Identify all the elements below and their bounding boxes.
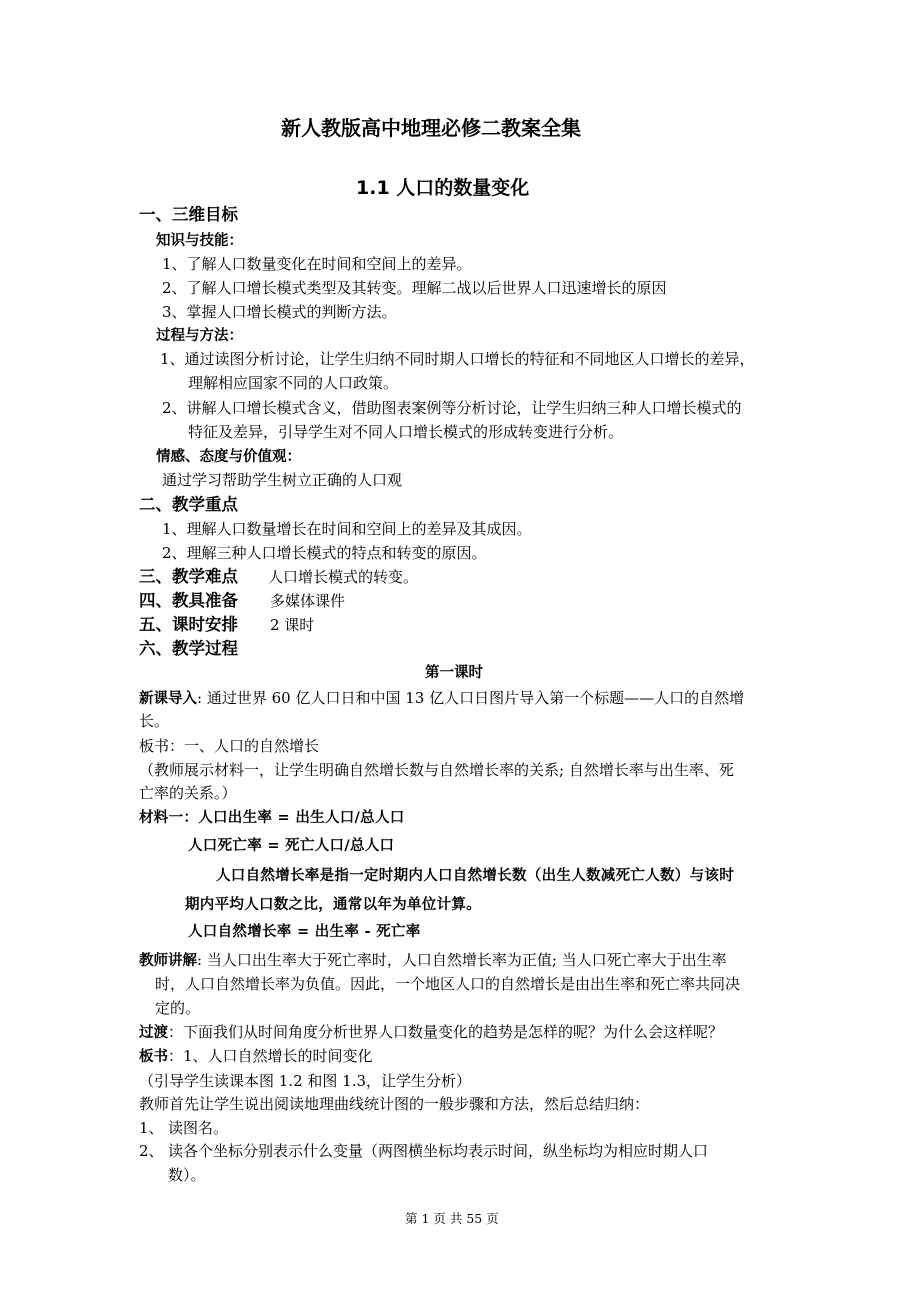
document-title: 新人教版高中地理必修二教案全集 [281,116,581,140]
section-heading-process: 六、教学过程 [139,639,238,658]
material-line: 材料一：人口出生率 = 出生人口/总人口 [139,810,405,826]
emotion-label: 情感、态度与价值观： [156,449,301,465]
step-number: 2、 [139,1142,164,1160]
materials-value: 多媒体课件 [270,592,346,610]
material-formula: 人口自然增长率 = 出生率 - 死亡率 [188,924,421,940]
list-item-continuation: 理解相应国家不同的人口政策。 [188,374,399,392]
period-heading: 第一课时 [425,665,483,681]
intro-label: 新课导入 [139,691,197,707]
material-line-continuation: 期内平均人口数之比，通常以年为单位计算。 [185,897,481,913]
step-text: 读各个坐标分别表示什么变量（两图横坐标均表示时间，纵坐标均为相应时期人口 [168,1142,709,1160]
list-item: 2、讲解人口增长模式含义，借助图表案例等分析讨论，让学生归纳三种人口增长模式的 [162,399,742,417]
teacher-note-continuation: 亡率的关系。） [139,784,237,802]
knowledge-label: 知识与技能： [156,233,243,249]
step-text: 读图名。 [168,1119,229,1137]
intro-line [139,688,744,709]
section-heading-materials: 四、教具准备 [139,591,238,610]
list-item: 1、了解人口数量变化在时间和空间上的差异。 [162,255,472,273]
board-line: 板书：一、人口的自然增长 [139,737,320,755]
list-item: 3、掌握人口增长模式的判断方法。 [162,303,397,321]
transition-label: 过渡 [139,1025,168,1041]
schedule-value: 2 课时 [270,616,315,634]
board-text: ：1、人口自然增长的时间变化 [168,1047,373,1065]
intro-continuation: 长。 [139,712,170,730]
lecture-text: : 当人口出生率大于死亡率时，人口自然增长率为正值; 当人口死亡率大于出生率 [197,951,727,969]
section-heading-key-points: 二、教学重点 [139,495,238,514]
material-line: 人口死亡率 = 死亡人口/总人口 [188,838,395,854]
page-footer: 第 1 页 共 55 页 [405,1211,499,1226]
list-item: 2、了解人口增长模式类型及其转变。理解二战以后世界人口迅速增长的原因 [162,279,667,297]
lecture-continuation: 时，人口自然增长率为负值。因此，一个地区人口的自然增长是由出生率和死亡率共同决 [155,975,741,993]
section-heading-schedule: 五、课时安排 [139,615,238,634]
teacher-note: （引导学生读课本图 1.2 和图 1.3，让学生分析） [139,1072,472,1090]
teacher-note: （教师展示材料一，让学生明确自然增长数与自然增长率的关系; 自然增长率与出生率、死 [139,761,734,779]
step-text-continuation: 数）。 [168,1166,206,1184]
teacher-instruction: 教师首先让学生说出阅读地理曲线统计图的一般步骤和方法，然后总结归纳： [139,1095,650,1113]
difficulty-value: 人口增长模式的转变。 [268,568,419,586]
list-item-continuation: 特征及差异，引导学生对不同人口增长模式的形成转变进行分析。 [188,423,624,441]
material-line: 人口自然增长率是指一定时期内人口自然增长数（出生人数减死亡人数）与该时 [216,868,734,884]
section-heading-difficulty: 三、教学难点 [139,567,238,586]
list-item: 1、通过读图分析讨论，让学生归纳不同时期人口增长的特征和不同地区人口增长的差异， [160,350,755,368]
intro-text: : 通过世界 60 亿人口日和中国 13 亿人口日图片导入第一个标题——人口的自然增 [197,689,745,707]
transition-text: ：下面我们从时间角度分析世界人口数量变化的趋势是怎样的呢？为什么会这样呢？ [168,1023,724,1041]
list-item: 2、理解三种人口增长模式的特点和转变的原因。 [162,544,487,562]
emotion-text: 通过学习帮助学生树立正确的人口观 [162,471,403,489]
lesson-title: 1.1 人口的数量变化 [356,177,530,199]
section-heading-objectives: 一、三维目标 [139,205,238,224]
process-label: 过程与方法： [156,328,243,344]
transition-line [139,1022,723,1043]
lecture-label: 教师讲解 [139,953,197,969]
board-label: 板书 [139,1049,168,1065]
board-line [139,1046,373,1067]
lecture-continuation: 定的。 [155,999,201,1017]
lecture-line [139,950,727,971]
list-item: 1、理解人口数量增长在时间和空间上的差异及其成因。 [162,520,532,538]
step-number: 1、 [139,1119,164,1137]
